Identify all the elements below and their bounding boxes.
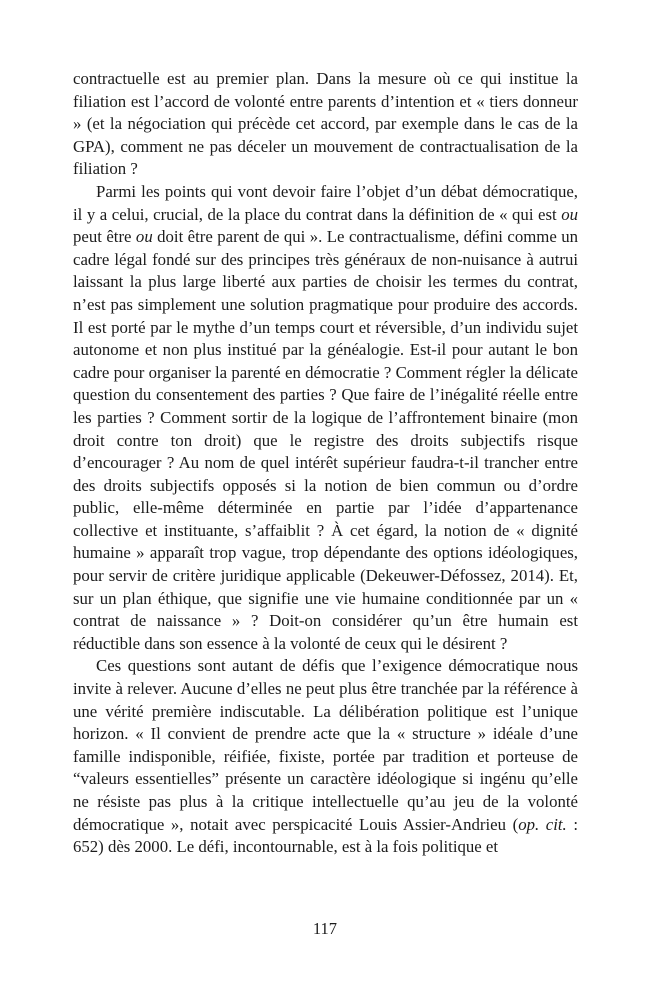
page-number: 117 — [312, 919, 338, 938]
text-segment: peut être — [73, 227, 136, 247]
text-segment: doit être parent de qui ». Le contractualisme, défini comme un cadre légal fondé sur des principes très généraux de non-nuisance à autrui laissant la plus large liberté aux parties de choisir les termes du contrat, n’est pas simplement une solution pragmatique pour produire des accords. Il est porté par le mythe d’un temps court et réversible, d’un individu sujet autonome et non plus institué par la généalogie. Est-il pour autant le bon cadre pour organiser la parenté en démocratie ? Comment régler la délicate question du consentement des parties ? Que faire de l’inégalité réelle entre les parties ? Comment sortir de la logique de l’affrontement binaire (mon droit contre ton droit) que le registre des droits subjectifs risque d’encourager ? Au nom de quel intérêt supérieur faudra-t-il trancher entre des droits subjectifs opposés si la notion de bien commun ou d’ordre public, elle-même déterminée en partie par l’idée d’appartenance collective et instituante, s’affaiblit ? À cet égard, la notion de « dignité humaine » apparaît trop vague, trop dépendante des options idéologiques, pour servir de critère juridique applicable (Dekeuwer-Défossez, 2014). Et, sur un plan éthique, que signifie une vie humaine conditionnée par un « contrat de naissance » ? Doit-on considérer qu’un être humain est réductible dans son essence à la volonté de ceux qui le désirent ? — [73, 227, 578, 653]
paragraph — [73, 68, 578, 181]
paragraph — [73, 181, 578, 655]
text-segment: Ces questions sont autant de défis que l’exigence démocratique nous invite à relever. Aucune d’elles ne peut plus être tranchée par la référence à une vérité première indiscutable. La délibération politique est l’unique horizon. « Il convient de prendre acte que la « structure » idéale d’une famille indisponible, réifiée, fixiste, portée par tradition et porteuse de “valeurs essentielles” présente un caractère idéologique si ingénu qu’elle ne résiste pas plus à la critique intellectuelle qu’au jeu de la volonté démocratique », notait avec perspicacité Louis Assier-Andrieu ( — [73, 656, 578, 834]
italic-text-segment: ou — [135, 227, 153, 247]
text-segment: : 652) dès 2000. Le défi, incontournable, est à la fois politique et — [73, 814, 578, 857]
page-text — [73, 68, 578, 859]
text-segment: contractuelle est au premier plan. Dans la mesure où ce qui institue la filiation est l’accord de volonté entre parents d’intention et « tiers donneur » (et la négociation qui précède cet accord, par exemple dans le cas de la GPA), comment ne pas déceler un mouvement de contractualisation de la filiation ? — [73, 69, 578, 179]
italic-text-segment: ou — [561, 204, 578, 224]
italic-text-segment: op. cit. — [518, 814, 567, 834]
paragraph — [73, 655, 578, 858]
text-segment: Parmi les points qui vont devoir faire l’objet d’un débat démocratique, il y a celui, crucial, de la place du contrat dans la définition de « qui est — [73, 181, 578, 224]
